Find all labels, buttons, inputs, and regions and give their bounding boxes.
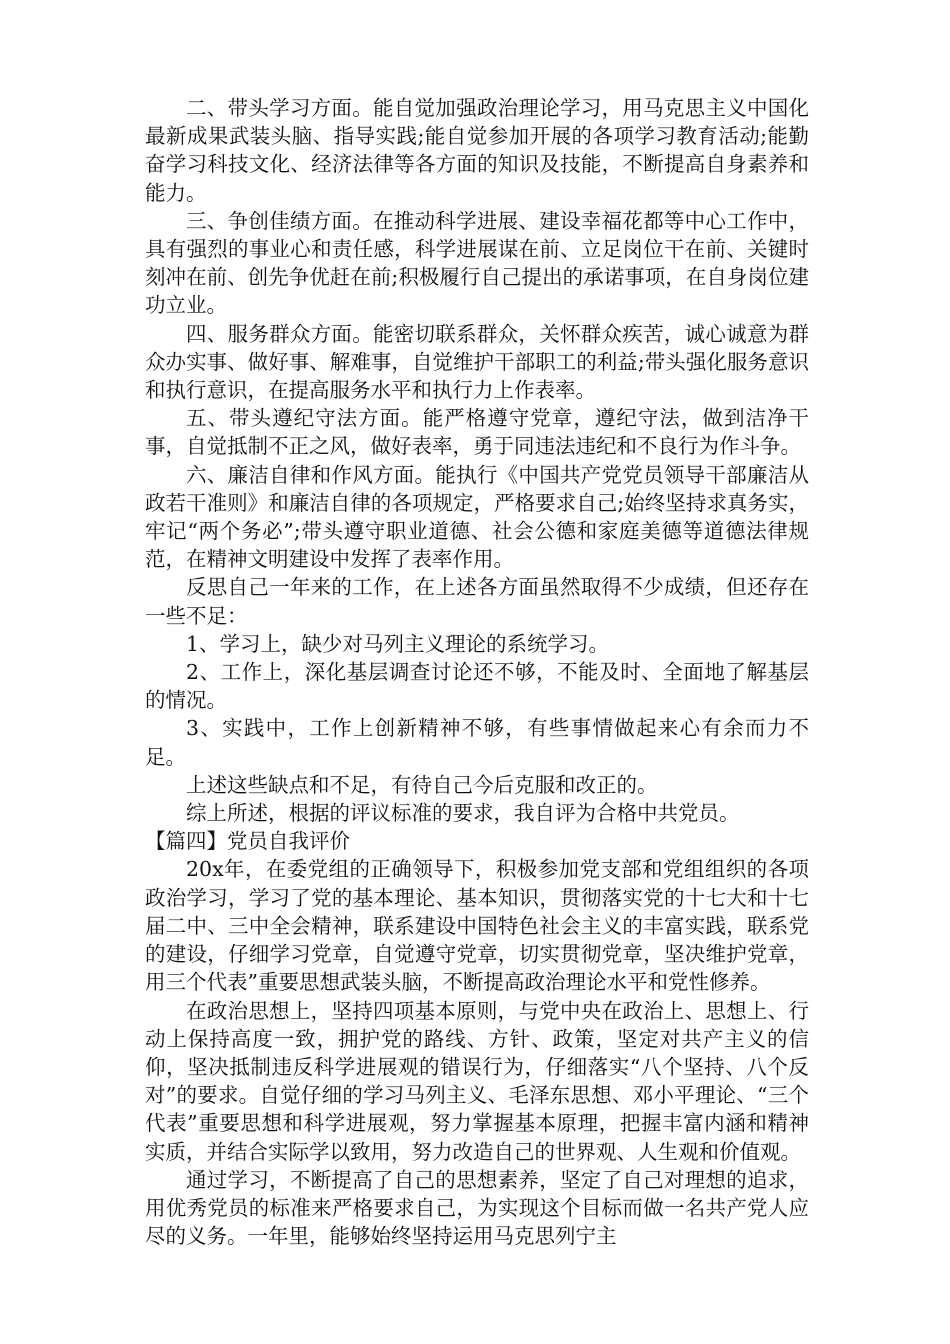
paragraph-shortcoming-3: 3、实践中，工作上创新精神不够，有些事情做起来心有余而力不足。: [145, 716, 809, 769]
paragraph-ideals: 通过学习，不断提高了自己的思想素养，坚定了自己对理想的追求，用优秀党员的标准来严格要求自己，为实现这个目标而做一名共产党人应尽的义务。一年里，能够始终坚持运用马克思列宁主: [145, 1167, 809, 1249]
paragraph-shortcoming-2: 2、工作上，深化基层调查讨论还不够，不能及时、全面地了解基层的情况。: [145, 660, 809, 713]
paragraph-achievement: 三、争创佳绩方面。在推动科学进展、建设幸福花都等中心工作中，具有强烈的事业心和责任感，科学进展谋在前、立足岗位干在前、关键时刻冲在前、创先争优赶在前;积极履行自己提出的承诺事项，在自身岗位建功立业。: [145, 208, 809, 318]
section-heading: 【篇四】党员自我评价: [145, 829, 350, 854]
paragraph-shortcoming-1: 1、学习上，缺少对马列主义理论的系统学习。: [186, 631, 610, 656]
paragraph-annual-study: 20x年，在委党组的正确领导下，积极参加党支部和党组组织的各项政治学习，学习了党的基本理论、基本知识，贯彻落实党的十七大和十七届二中、三中全会精神，联系建设中国特色社会主义的丰富实践，联系党的建设，仔细学习党章，自觉遵守党章，切实贯彻党章，坚决维护党章，用三个代表”重要思想武装头脑，不断提高政治理论水平和党性修养。: [145, 857, 809, 995]
paragraph-integrity: 六、廉洁自律和作风方面。能执行《中国共产党党员领导干部廉洁从政若干准则》和廉洁自律的各项规定，严格要求自己;始终坚持求真务实，牢记“两个务必”;带头遵守职业道德、社会公德和家庭美德等道德法律规范，在精神文明建设中发挥了表率作用。: [145, 462, 809, 572]
document-page: [145, 94, 809, 1250]
paragraph-study: 二、带头学习方面。能自觉加强政治理论学习，用马克思主义中国化最新成果武装头脑、指导实践;能自觉参加开展的各项学习教育活动;能勤奋学习科技文化、经济法律等各方面的知识及技能，不断提高自身素养和能力。: [145, 96, 809, 205]
paragraph-conclusion: 综上所述，根据的评议标准的要求，我自评为合格中共党员。: [186, 801, 740, 826]
paragraph-discipline: 五、带头遵纪守法方面。能严格遵守党章，遵纪守法，做到洁净干事，自觉抵制不正之风，做好表率，勇于同违法违纪和不良行为作斗争。: [145, 406, 809, 459]
paragraph-improvement: 上述这些缺点和不足，有待自己今后克服和改正的。: [186, 772, 658, 797]
paragraph-reflection: 反思自己一年来的工作，在上述各方面虽然取得不少成绩，但还存在一些不足：: [145, 575, 809, 628]
paragraph-political-thought: 在政治思想上，坚持四项基本原则，与党中央在政治上、思想上、行动上保持高度一致，拥护党的路线、方针、政策，坚定对共产主义的信仰，坚决抵制违反科学进展观的错误行为，仔细落实“八个坚持、八个反对”的要求。自觉仔细的学习马列主义、毛泽东思想、邓小平理论、“三个代表”重要思想和科学进展观，努力掌握基本原理，把握丰富内涵和精神实质，并结合实际学以致用，努力改造自己的世界观、人生观和价值观。: [145, 998, 809, 1164]
paragraph-service: 四、服务群众方面。能密切联系群众，关怀群众疾苦，诚心诚意为群众办实事、做好事、解难事，自觉维护干部职工的利益;带头强化服务意识和执行意识，在提高服务水平和执行力上作表率。: [145, 321, 809, 403]
